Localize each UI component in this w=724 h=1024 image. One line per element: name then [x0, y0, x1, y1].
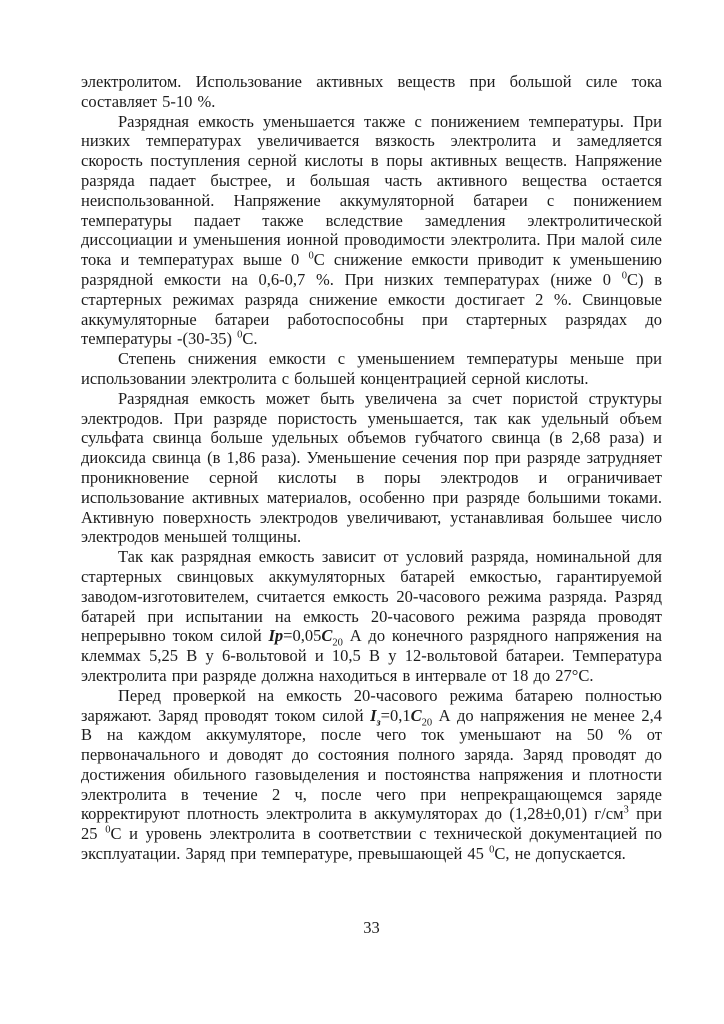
document-page: [81, 0, 662, 938]
text-run: Так как разрядная емкость зависит от условий разряда, номинальной для стартерных свинцовых аккумуляторных батарей емкостью, гарантируемой заводом-изготовителем, считается емкость 20-часового режима разряда. Разряд батарей при испытании на емкость 20-часового режима разряда проводят непрерывно током силой: [81, 547, 662, 646]
text-run: С и уровень электролита в соответствии с технической документацией по эксплуатации. Заряд при температуре, превышающей 45: [81, 824, 663, 864]
text-run: 0: [308, 250, 314, 262]
text-run: C: [410, 705, 422, 725]
text-run: 3: [623, 804, 629, 816]
text-run: А до напряжения не менее 2,4 В на каждом аккумуляторе, после чего ток уменьшают на 50 % от первоначального и доводят до состояния полного заряда. Заряд проводят до достижения обильного газовыделения и постоянства напряжения и плотности электролита в течение 2 ч, после чего при непрекращающемся заряде корректируют плотность электролита в аккумуляторах до (1,28±0,01) г/см: [81, 705, 662, 824]
text-run: С) в стартерных режимах разряда снижение емкости достигает 2 %. Свинцовые аккумуляторные батареи работоспособны при стартерных разрядах до температуры -(30-35): [81, 269, 662, 349]
text-run: 0: [105, 824, 111, 836]
paragraph: [81, 547, 662, 686]
text-run: С.: [242, 329, 258, 349]
text-run: С снижение емкости приводит к уменьшению разрядной емкости на 0,6-0,7 %. При низких температурах (ниже 0: [81, 250, 662, 289]
paragraph: [81, 72, 662, 112]
text-body: [81, 72, 662, 864]
text-run: 20: [332, 637, 343, 649]
page-footer: [81, 918, 662, 938]
text-run: з: [376, 716, 381, 728]
text-run: А до конечного разрядного напряжения на клеммах 5,25 В у 6-вольтовой и 10,5 В у 12-вольтовой батареи. Температура электролита при разряде должна находиться в интервале от 18 до 27°С.: [81, 626, 662, 685]
text-run: электролитом. Использование активных веществ при большой силе тока составляет 5-10 %.: [81, 72, 662, 111]
text-run: I: [370, 705, 377, 725]
text-run: Разрядная емкость может быть увеличена за счет пористой структуры электродов. При разряде пористость уменьшается, так как удельный объем сульфата свинца больше удельных объемов губчатого свинца (в 2,68 раза) и диоксида свинца (в 1,86 раза). Уменьшение сечения пор при разряде затрудняет проникновение серной кислоты в поры электродов и ограничивает использование активных материалов, особенно при разряде большими токами. Активную поверхность электродов увеличивают, устанавливая большее число электродов меньшей толщины.: [81, 388, 662, 547]
text-run: =0,05: [283, 626, 322, 646]
text-run: 0: [237, 329, 243, 341]
text-run: C: [321, 626, 333, 646]
paragraph: [81, 112, 662, 350]
page-number: 33: [363, 917, 380, 937]
paragraph: [81, 686, 662, 864]
text-run: Iр: [268, 626, 284, 646]
text-run: Разрядная емкость уменьшается также с понижением температуры. При низких температурах увеличивается вязкость электролита и замедляется скорость поступления серной кислоты в поры активных веществ. Напряжение разряда падает быстрее, и большая часть активного вещества остается неиспользованной. Напряжение аккумуляторной батареи с понижением температуры падает также вследствие замедления электролитической диссоциации и уменьшения ионной проводимости электролита. При малой силе тока и температурах выше 0: [81, 111, 662, 270]
paragraph: [81, 349, 662, 389]
text-run: 0: [489, 844, 495, 856]
text-run: при 25: [81, 804, 662, 844]
text-run: 20: [421, 716, 433, 728]
paragraph: [81, 389, 662, 547]
text-run: 0: [621, 270, 627, 282]
text-run: Перед проверкой на емкость 20-часового режима батарею полностью заряжают. Заряд проводят током силой: [81, 685, 662, 725]
text-run: Степень снижения емкости с уменьшением температуры меньше при использовании электролита с большей концентрацией серной кислоты.: [81, 349, 662, 388]
text-run: С, не допускается.: [494, 844, 626, 864]
text-run: =0,1: [380, 705, 411, 725]
